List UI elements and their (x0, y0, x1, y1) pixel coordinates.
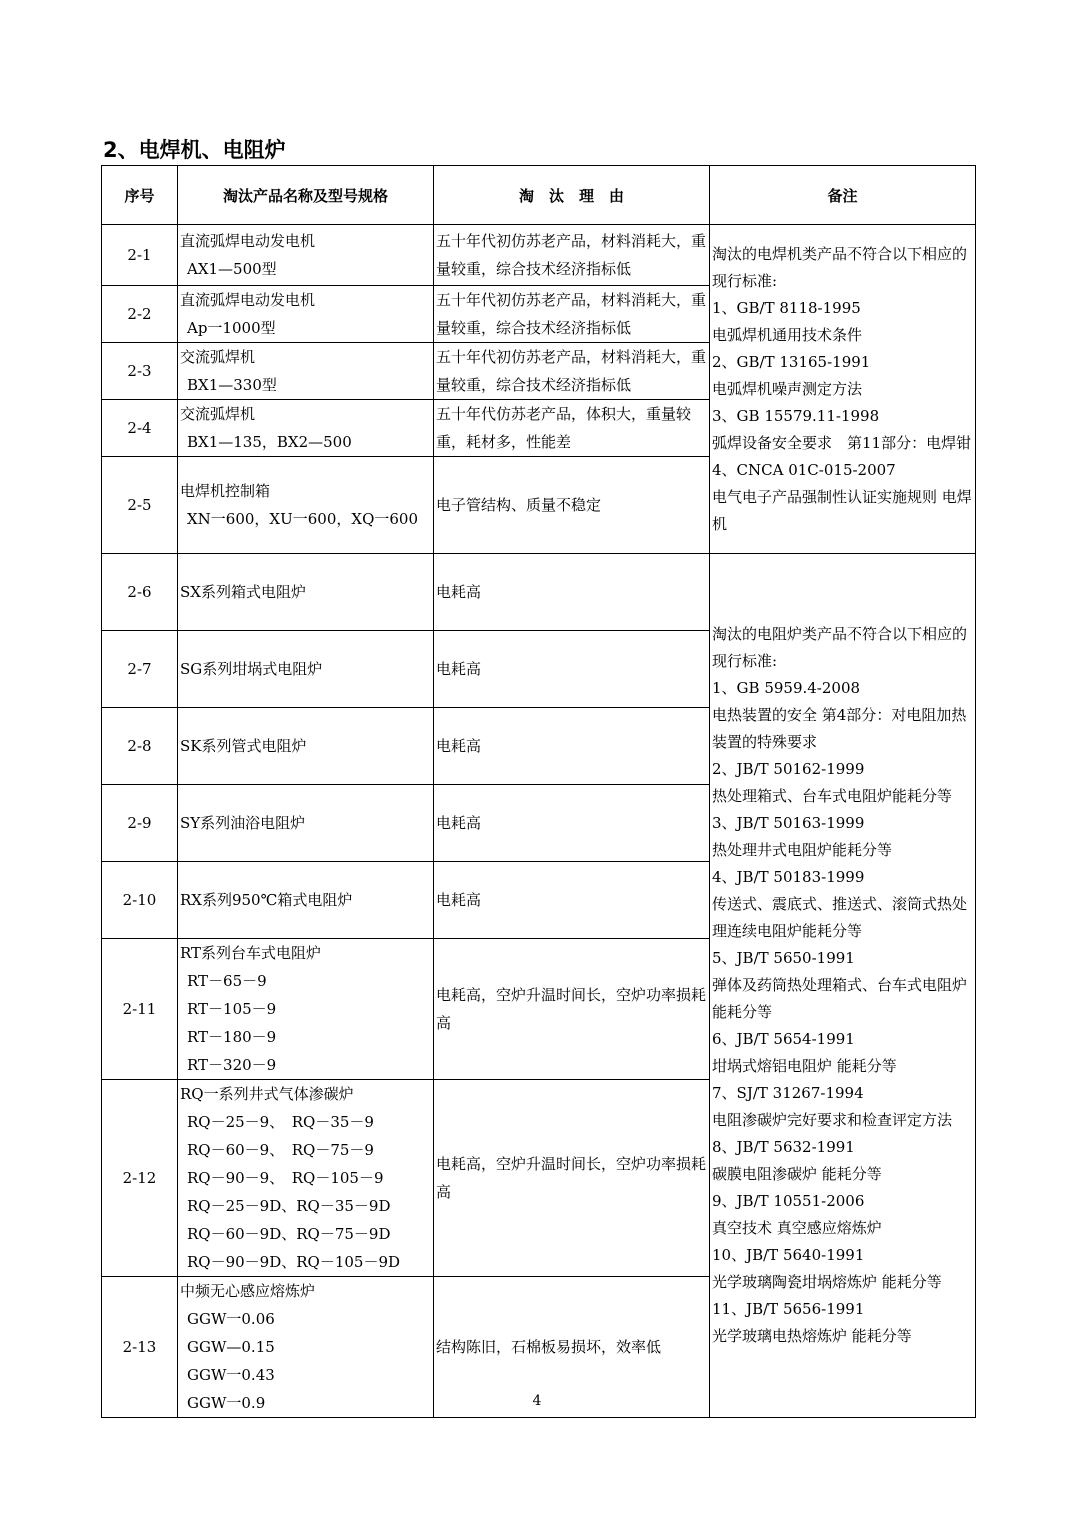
section-title: 2、电焊机、电阻炉 (103, 138, 286, 162)
row-number: 2-10 (102, 862, 178, 939)
row-number: 2-7 (102, 631, 178, 708)
product-name-cell (178, 631, 434, 708)
remark-line: 淘汰的电焊机类产品不符合以下相应的现行标准: (712, 244, 968, 290)
product-name: 交流弧焊机 (180, 405, 256, 423)
remark-line: 传送式、震底式、推送式、滚筒式热处理连续电阻炉能耗分等 (712, 895, 968, 940)
reason-cell: 五十年代仿苏老产品，体积大，重量较重，耗材多，性能差 (434, 400, 710, 457)
reason-cell: 电耗高，空炉升温时间长，空炉功率损耗高 (434, 939, 710, 1080)
product-model: RQ－60－9D、RQ－75－9D (187, 1225, 391, 1243)
row-number: 2-11 (102, 939, 178, 1080)
product-name-cell (178, 785, 434, 862)
reason-cell: 电子管结构、质量不稳定 (434, 457, 710, 554)
remark-line: 光学玻璃陶瓷坩埚熔炼炉 能耗分等 (712, 1273, 942, 1291)
table-row (102, 225, 976, 286)
remark-line: 6、JB/T 5654-1991 (712, 1030, 855, 1048)
reason-cell: 五十年代初仿苏老产品，材料消耗大，重量较重，综合技术经济指标低 (434, 343, 710, 400)
product-model: RQ－90－9、 RQ－105－9 (187, 1169, 384, 1187)
remark-line: 10、JB/T 5640-1991 (712, 1246, 865, 1264)
product-model: RT－65－9 (187, 972, 267, 990)
remark-line: 淘汰的电阻炉类产品不符合以下相应的现行标准: (712, 625, 968, 670)
reason-cell: 电耗高 (434, 554, 710, 631)
product-name: RX系列950℃箱式电阻炉 (180, 891, 353, 909)
row-number: 2-2 (102, 286, 178, 343)
product-name-cell (178, 862, 434, 939)
product-name: 直流弧焊电动发电机 (180, 232, 316, 250)
product-name-cell (178, 554, 434, 631)
reason-cell: 电耗高 (434, 708, 710, 785)
remark-line: 真空技术 真空感应熔炼炉 (712, 1219, 882, 1237)
eliminated-products-table (101, 165, 976, 1418)
product-model: RT－105－9 (187, 1000, 277, 1018)
product-name: SK系列管式电阻炉 (180, 737, 307, 755)
table-row (102, 554, 976, 631)
reason-cell: 电耗高 (434, 862, 710, 939)
reason-cell: 结构陈旧，石棉板易损坏，效率低 (434, 1277, 710, 1418)
row-number: 2-13 (102, 1277, 178, 1418)
product-model: RQ－25－9D、RQ－35－9D (187, 1197, 391, 1215)
product-name: 直流弧焊电动发电机 (180, 291, 316, 309)
remark-line: 3、JB/T 50163-1999 (712, 814, 865, 832)
remark-line: 热处理井式电阻炉能耗分等 (712, 841, 893, 859)
product-model: RQ－25－9、 RQ－35－9 (187, 1113, 374, 1131)
remark-line: 电阻渗碳炉完好要求和检查评定方法 (712, 1111, 953, 1129)
remark-welding-cell (710, 225, 976, 554)
product-name-cell (178, 708, 434, 785)
remark-line: 7、SJ/T 31267-1994 (712, 1084, 864, 1102)
row-number: 2-8 (102, 708, 178, 785)
remark-line: 坩埚式熔铝电阻炉 能耗分等 (712, 1057, 897, 1075)
reason-cell: 电耗高 (434, 631, 710, 708)
product-model: GGW一0.9 (187, 1394, 266, 1412)
page-number: 4 (532, 1393, 542, 1409)
product-name-cell (178, 1080, 434, 1277)
row-number: 2-4 (102, 400, 178, 457)
product-name: 交流弧焊机 (180, 348, 256, 366)
remark-line: 弹体及药筒热处理箱式、台车式电阻炉 能耗分等 (712, 976, 968, 1021)
remark-line: 2、JB/T 50162-1999 (712, 760, 865, 778)
product-model: GGW一0.06 (187, 1310, 275, 1328)
product-model: AX1—500型 (187, 260, 277, 278)
product-name: 中频无心感应熔炼炉 (180, 1282, 316, 1300)
remark-line: 8、JB/T 5632-1991 (712, 1138, 855, 1156)
remark-line: 电气电子产品强制性认证实施规则 电焊机 (712, 487, 972, 533)
product-name-cell (178, 400, 434, 457)
product-model: Ap一1000型 (187, 319, 276, 337)
product-name-cell (178, 286, 434, 343)
product-model: RQ－90－9D、RQ－105－9D (187, 1253, 401, 1271)
product-name-cell (178, 457, 434, 554)
remark-line: 11、JB/T 5656-1991 (712, 1300, 865, 1318)
header-reason: 淘 汰 理 由 (434, 166, 710, 225)
remark-line: 碳膜电阻渗碳炉 能耗分等 (712, 1165, 882, 1183)
product-model: RQ－60－9、 RQ－75－9 (187, 1141, 374, 1159)
product-model: BX1—135，BX2—500 (187, 433, 352, 451)
remark-line: 5、JB/T 5650-1991 (712, 949, 855, 967)
remark-line: 3、GB 15579.11-1998 (712, 406, 880, 425)
table-header-row (102, 166, 976, 225)
product-model: XN一600，XU一600，XQ一600 (187, 510, 418, 528)
remark-line: 4、CNCA 01C-015-2007 (712, 460, 896, 479)
product-name: SX系列箱式电阻炉 (180, 583, 306, 601)
product-model: RT－180－9 (187, 1028, 277, 1046)
reason-cell: 电耗高，空炉升温时间长，空炉功率损耗高 (434, 1080, 710, 1277)
product-name-cell (178, 939, 434, 1080)
remark-line: 1、GB/T 8118-1995 (712, 298, 861, 317)
remark-line: 弧焊设备安全要求 第11部分：电焊钳 (712, 433, 972, 452)
row-number: 2-9 (102, 785, 178, 862)
product-model: BX1—330型 (187, 376, 277, 394)
reason-cell: 五十年代初仿苏老产品，材料消耗大，重量较重，综合技术经济指标低 (434, 225, 710, 286)
remark-line: 9、JB/T 10551-2006 (712, 1192, 865, 1210)
remark-line: 热处理箱式、台车式电阻炉能耗分等 (712, 787, 953, 805)
reason-cell: 电耗高 (434, 785, 710, 862)
product-model: GGW—0.15 (187, 1338, 275, 1356)
remark-line: 1、GB 5959.4-2008 (712, 679, 861, 697)
header-remark: 备注 (710, 166, 976, 225)
product-name: RT系列台车式电阻炉 (180, 944, 322, 962)
row-number: 2-1 (102, 225, 178, 286)
remark-line: 2、GB/T 13165-1991 (712, 352, 871, 371)
header-name: 淘汰产品名称及型号规格 (178, 166, 434, 225)
product-model: RT－320－9 (187, 1056, 277, 1074)
remark-line: 电弧焊机通用技术条件 (712, 325, 863, 344)
row-number: 2-5 (102, 457, 178, 554)
product-model: GGW一0.43 (187, 1366, 275, 1384)
product-name-cell (178, 225, 434, 286)
reason-cell: 五十年代初仿苏老产品，材料消耗大，重量较重，综合技术经济指标低 (434, 286, 710, 343)
product-name: RQ一系列井式气体渗碳炉 (180, 1085, 354, 1103)
product-name: SG系列坩埚式电阻炉 (180, 660, 323, 678)
remark-line: 电热装置的安全 第4部分：对电阻加热装置的特殊要求 (712, 706, 967, 751)
header-no: 序号 (102, 166, 178, 225)
row-number: 2-3 (102, 343, 178, 400)
product-name-cell (178, 343, 434, 400)
remark-line: 光学玻璃电热熔炼炉 能耗分等 (712, 1327, 912, 1345)
row-number: 2-12 (102, 1080, 178, 1277)
remark-furnace-cell (710, 554, 976, 1418)
remark-line: 4、JB/T 50183-1999 (712, 868, 865, 886)
remark-line: 电弧焊机噪声测定方法 (712, 379, 863, 398)
row-number: 2-6 (102, 554, 178, 631)
product-name: SY系列油浴电阻炉 (180, 814, 306, 832)
product-name: 电焊机控制箱 (180, 482, 271, 500)
